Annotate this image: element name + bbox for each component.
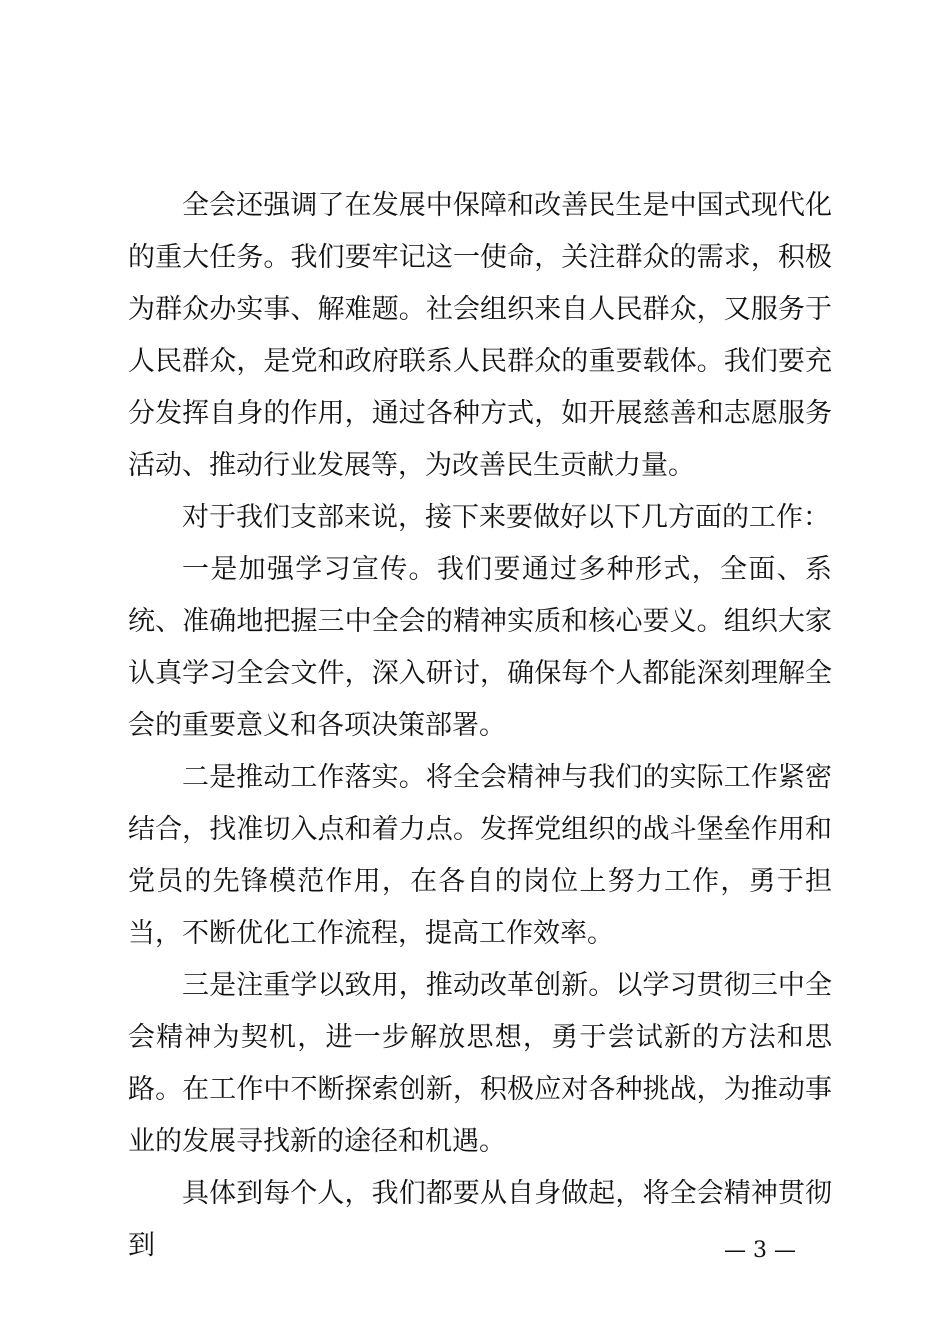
paragraph-reform-innovation: 三是注重学以致用，推动改革创新。以学习贯彻三中全会精神为契机，进一步解放思想，勇于尝试新的方法和思路。在工作中不断探索创新，积极应对各种挑战，为推动事业的发展寻找新的途径和机遇。: [128, 970, 832, 1157]
page-number: — 3 —: [724, 1238, 796, 1263]
paragraph-branch-work-intro: 对于我们支部来说，接下来要做好以下几方面的工作：: [182, 502, 830, 533]
document-body: [128, 180, 832, 1272]
paragraph-livelihood: 全会还强调了在发展中保障和改善民生是中国式现代化的重大任务。我们要牢记这一使命，关注群众的需求，积极为群众办实事、解难题。社会组织来自人民群众，又服务于人民群众，是党和政府联系人民群众的重要载体。我们要充分发挥自身的作用，通过各种方式，如开展慈善和志愿服务活动、推动行业发展等，为改善民生贡献力量。: [128, 190, 832, 481]
paragraph-work-implementation: 二是推动工作落实。将全会精神与我们的实际工作紧密结合，找准切入点和着力点。发挥党组织的战斗堡垒作用和党员的先锋模范作用，在各自的岗位上努力工作，勇于担当，不断优化工作流程，提高工作效率。: [128, 762, 832, 949]
paragraph-individual: 具体到每个人，我们都要从自身做起，将全会精神贯彻到: [128, 1178, 832, 1261]
paragraph-study-publicity: 一是加强学习宣传。我们要通过多种形式，全面、系统、准确地把握三中全会的精神实质和核心要义。组织大家认真学习全会文件，深入研讨，确保每个人都能深刻理解全会的重要意义和各项决策部署。: [128, 554, 832, 741]
